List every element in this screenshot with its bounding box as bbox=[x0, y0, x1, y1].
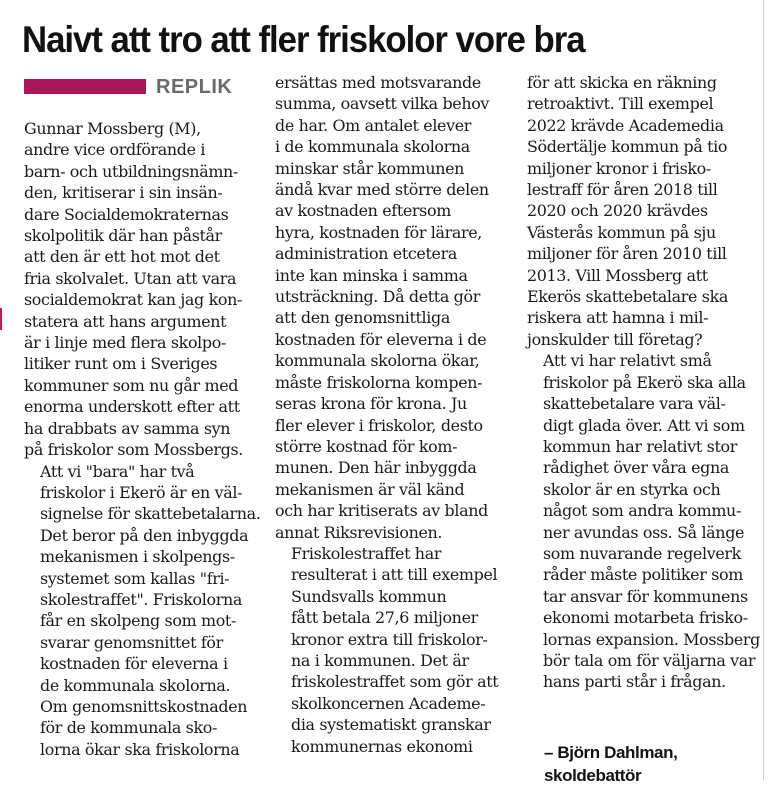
text-line: ekonomi motarbeta frisko- bbox=[543, 608, 748, 628]
text-line: socialdemokrat kan jag kon- bbox=[24, 290, 242, 310]
text-line: administration etcetera bbox=[275, 244, 457, 264]
text-line: kommun har relativt stor bbox=[543, 436, 737, 456]
text-line: dare Socialdemokraternas bbox=[24, 204, 229, 224]
text-line: lorna ökar ska friskolorna bbox=[40, 739, 240, 759]
text-line: lornas expansion. Mossberg bbox=[543, 629, 760, 649]
column-rule bbox=[763, 0, 764, 780]
text-line: kommuner som nu går med bbox=[24, 375, 239, 395]
text-line: annat Riksrevisionen. bbox=[275, 522, 443, 542]
text-line: svarar genomsnittet för bbox=[40, 632, 223, 652]
text-line: fria skolvalet. Utan att vara bbox=[24, 268, 237, 288]
text-line: och har kritiserats av bland bbox=[275, 501, 488, 521]
text-line: kostnaden för eleverna i bbox=[40, 654, 228, 674]
text-line: ha drabbats av samma syn bbox=[24, 418, 231, 438]
paragraph bbox=[275, 72, 507, 543]
text-line: kommunernas ekonomi bbox=[291, 736, 473, 756]
text-line: lestraff för åren 2018 till bbox=[527, 180, 718, 200]
text-line: för att skicka en räkning bbox=[527, 73, 717, 92]
text-line: för de kommunala sko- bbox=[40, 718, 217, 738]
text-line: andre vice ordförande i bbox=[24, 140, 206, 160]
text-line: av kostnaden eftersom bbox=[275, 201, 451, 221]
text-line: måste friskolorna kompen- bbox=[275, 372, 483, 392]
text-line: de kommunala skolorna. bbox=[40, 675, 231, 695]
text-line: mekanismen i skolpengs- bbox=[40, 547, 235, 567]
text-line: statera att hans argument bbox=[24, 311, 227, 331]
text-line: friskolor i Ekerö är en väl- bbox=[40, 482, 243, 502]
paragraph bbox=[527, 72, 759, 350]
text-column-3 bbox=[527, 72, 759, 693]
text-line: rådighet över våra egna bbox=[543, 458, 729, 478]
text-line: på friskolor som Mossbergs. bbox=[24, 440, 243, 460]
byline-author: – Björn Dahlman, bbox=[544, 743, 678, 762]
text-line: som nuvarande regelverk bbox=[543, 543, 741, 563]
text-line: litiker runt om i Sveriges bbox=[24, 354, 218, 374]
text-column-2 bbox=[275, 72, 507, 757]
paragraph bbox=[527, 350, 759, 693]
text-line: råder måste politiker som bbox=[543, 565, 743, 585]
text-line: skolestraffet". Friskolorna bbox=[40, 589, 242, 609]
text-line: skolor är en styrka och bbox=[543, 479, 721, 499]
text-line: signelse för skattebetalarna. bbox=[40, 504, 261, 524]
text-line: Ekerös skattebetalare ska bbox=[527, 287, 728, 307]
text-line: hyra, kostnaden för lärare, bbox=[275, 222, 483, 242]
paragraph bbox=[275, 543, 507, 757]
text-line: systemet som kallas "fri- bbox=[40, 568, 230, 588]
text-line: de har. Om antalet elever bbox=[275, 115, 472, 135]
page-edge-marker bbox=[0, 308, 2, 330]
text-line: enorma underskott efter att bbox=[24, 397, 240, 417]
text-line: att den är ett hot mot det bbox=[24, 247, 220, 267]
text-line: tar ansvar för kommunens bbox=[543, 586, 748, 606]
text-line: Sundsvalls kommun bbox=[291, 586, 447, 606]
text-line: utsträckning. Då detta gör bbox=[275, 287, 480, 307]
text-line: ersättas med motsvarande bbox=[275, 73, 481, 92]
text-line: fått betala 27,6 miljoner bbox=[291, 608, 478, 628]
paragraph bbox=[24, 461, 261, 761]
text-line: kronor extra till friskolor- bbox=[291, 629, 488, 649]
text-line: seras krona för krona. Ju bbox=[275, 394, 467, 414]
text-line: Att vi "bara" har två bbox=[40, 461, 195, 481]
text-line: miljoner kronor i frisko- bbox=[527, 158, 711, 178]
text-line: 2013. Vill Mossberg att bbox=[527, 265, 708, 285]
text-line: skolkoncernen Academe- bbox=[291, 693, 486, 713]
byline bbox=[544, 741, 677, 787]
text-line: munen. Den här inbyggda bbox=[275, 458, 477, 478]
text-line: något som andra kommu- bbox=[543, 501, 741, 521]
kicker-label: REPLIK bbox=[156, 76, 233, 98]
section-kicker bbox=[24, 76, 249, 98]
text-line: inte kan minska i samma bbox=[275, 265, 468, 285]
text-line: är i linje med flera skolpo- bbox=[24, 333, 226, 353]
text-line: Västerås kommun på sju bbox=[527, 222, 716, 242]
text-line: att den genomsnittliga bbox=[275, 308, 450, 328]
text-line: retroaktivt. Till exempel bbox=[527, 94, 714, 114]
headline: Naivt att tro att fler friskolor vore bra bbox=[22, 19, 585, 60]
text-line: mekanismen är väl känd bbox=[275, 479, 465, 499]
text-line: Södertälje kommun på tio bbox=[527, 137, 728, 157]
text-line: får en skolpeng som mot- bbox=[40, 611, 236, 631]
text-line: friskolestraffet som gör att bbox=[291, 672, 499, 692]
text-line: större kostnad för kom- bbox=[275, 436, 458, 456]
text-line: dia systematiskt granskar bbox=[291, 715, 491, 735]
text-line: jonskulder till företag? bbox=[527, 329, 703, 349]
text-line: hans parti står i frågan. bbox=[543, 672, 726, 692]
text-line: Att vi har relativt små bbox=[543, 351, 712, 371]
text-line: summa, oavsett vilka behov bbox=[275, 94, 490, 114]
text-line: friskolor på Ekerö ska alla bbox=[543, 372, 746, 392]
byline-role: skoldebattör bbox=[544, 766, 642, 785]
text-line: fler elever i friskolor, desto bbox=[275, 415, 483, 435]
text-line: 2020 och 2020 krävdes bbox=[527, 201, 708, 221]
text-line: i de kommunala skolorna bbox=[275, 137, 470, 157]
kicker-color-bar bbox=[24, 79, 146, 94]
text-line: barn- och utbildningsnämn- bbox=[24, 161, 238, 181]
text-column-1 bbox=[24, 118, 261, 760]
text-line: kostnaden för eleverna i de bbox=[275, 329, 487, 349]
text-line: Det beror på den inbyggda bbox=[40, 525, 249, 545]
text-line: skattebetalare vara väl- bbox=[543, 394, 726, 414]
text-line: Friskolestraffet har bbox=[291, 543, 442, 563]
text-line: kommunala skolorna ökar, bbox=[275, 351, 480, 371]
text-line: minskar står kommunen bbox=[275, 158, 465, 178]
text-line: miljoner för åren 2010 till bbox=[527, 244, 727, 264]
text-line: Om genomsnittskostnaden bbox=[40, 696, 248, 716]
text-line: ner avundas oss. Så länge bbox=[543, 522, 745, 542]
text-line: resulterat i att till exempel bbox=[291, 565, 498, 585]
text-line: na i kommunen. Det är bbox=[291, 650, 469, 670]
paragraph bbox=[24, 118, 256, 461]
text-line: 2022 krävde Academedia bbox=[527, 115, 724, 135]
text-line: digt glada över. Att vi som bbox=[543, 415, 745, 435]
text-line: riskera att hamna i mil- bbox=[527, 308, 709, 328]
text-line: Gunnar Mossberg (M), bbox=[24, 119, 201, 138]
text-line: den, kritiserar i sin insän- bbox=[24, 183, 223, 203]
text-line: ändå kvar med större delen bbox=[275, 180, 489, 200]
text-line: bör tala om för väljarna var bbox=[543, 650, 756, 670]
text-line: skolpolitik där han påstår bbox=[24, 226, 222, 246]
